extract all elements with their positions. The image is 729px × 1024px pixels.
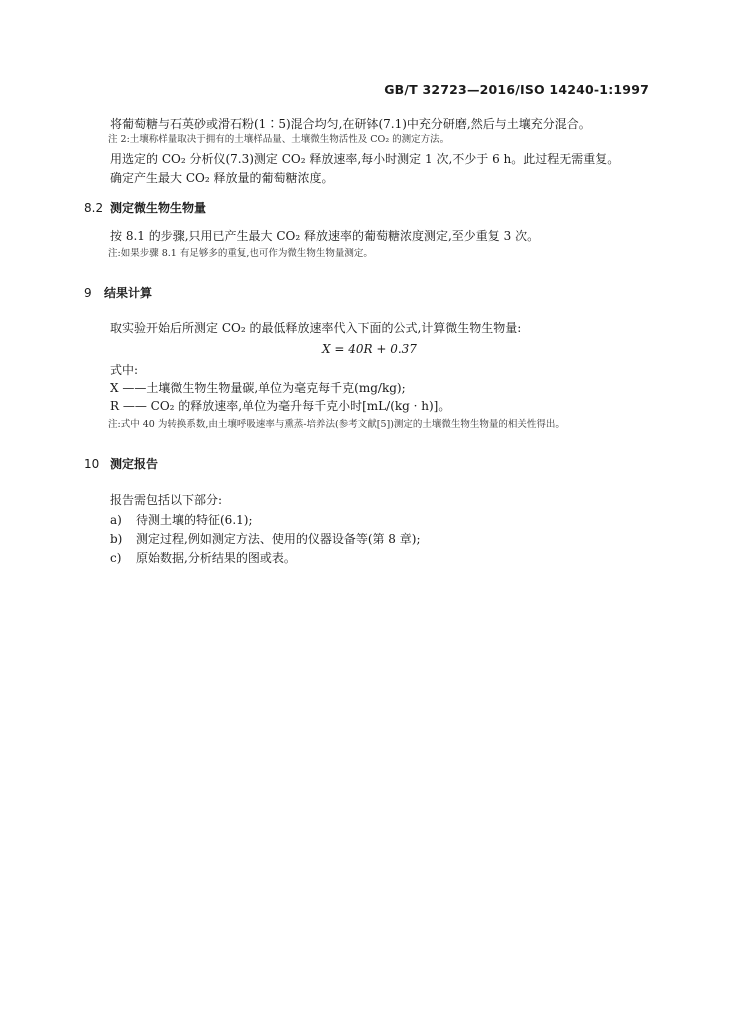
section-title: 结果计算 [104, 286, 153, 300]
where-label: 式中: [110, 363, 139, 377]
section-number: 8.2 [84, 201, 104, 215]
section-9-note: 注:式中 40 为转换系数,由土壤呼吸速率与熏蒸-培养法(参考文献[5])测定的土壤微生物生物量的相关性得出。 [108, 419, 565, 430]
step-line-2: 用选定的 CO₂ 分析仪(7.3)测定 CO₂ 释放速率,每小时测定 1 次,不少于 6 h。此过程无需重复。 [110, 152, 620, 166]
step-line-1: 将葡萄糖与石英砂或滑石粉(1∶5)混合均匀,在研钵(7.1)中充分研磨,然后与土壤充分混合。 [110, 117, 591, 131]
list-item-text: 待测土壤的特征(6.1); [136, 513, 253, 527]
section-8-2-paragraph: 按 8.1 的步骤,只用已产生最大 CO₂ 释放速率的葡萄糖浓度测定,至少重复 3 次。 [110, 229, 540, 243]
variable-r-definition: R —— CO₂ 的释放速率,单位为毫升每千克小时[mL/(kg · h)]。 [110, 399, 451, 413]
step-line-3: 确定产生最大 CO₂ 释放量的葡萄糖浓度。 [110, 171, 334, 185]
list-marker: b) [110, 532, 123, 546]
section-8-2-note: 注:如果步骤 8.1 有足够多的重复,也可作为微生物生物量测定。 [108, 248, 373, 259]
note-2: 注 2:土壤称样量取决于拥有的土壤样品量、土壤微生物活性及 CO₂ 的测定方法。 [108, 134, 450, 145]
list-item [110, 531, 421, 547]
section-10-heading [84, 455, 158, 472]
list-item-text: 测定过程,例如测定方法、使用的仪器设备等(第 8 章); [136, 532, 421, 546]
variable-x-definition: X ——土壤微生物生物量碳,单位为毫克每千克(mg/kg); [110, 381, 406, 395]
section-9-paragraph: 取实验开始后所测定 CO₂ 的最低释放速率代入下面的公式,计算微生物生物量: [110, 321, 522, 335]
section-title: 测定报告 [110, 457, 159, 471]
section-9-heading [84, 284, 152, 301]
standard-number: GB/T 32723—2016/ISO 14240-1:1997 [384, 82, 649, 97]
section-number: 9 [84, 286, 92, 300]
report-intro: 报告需包括以下部分: [110, 493, 223, 507]
formula: X = 40R + 0.37 [322, 342, 417, 356]
section-title: 测定微生物生物量 [110, 201, 207, 215]
list-marker: a) [110, 513, 122, 527]
section-number: 10 [84, 457, 100, 471]
list-item-text: 原始数据,分析结果的图或表。 [136, 551, 296, 565]
section-8-2-heading [84, 199, 206, 216]
list-item [110, 512, 253, 528]
list-marker: c) [110, 551, 122, 565]
list-item [110, 550, 296, 566]
